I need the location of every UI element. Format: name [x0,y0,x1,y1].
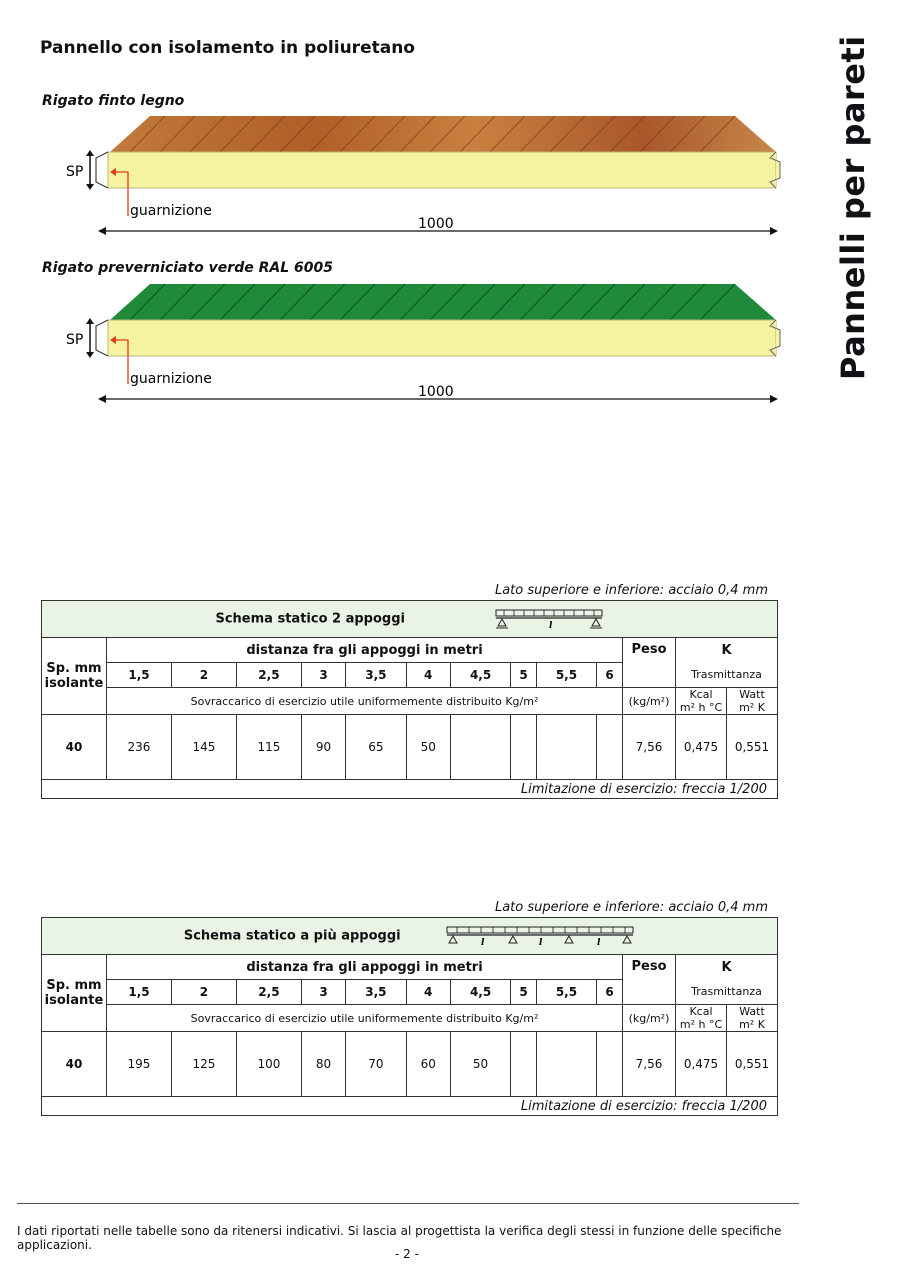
panel-diagram-green [0,278,800,408]
watt-header: Watt m² K [727,1005,778,1032]
load-header: Sovraccarico di esercizio utile uniformemente distribuito Kg/m² [107,1005,623,1032]
footer-divider [17,1203,799,1204]
value-cell: 125 [171,1032,236,1097]
k-header: K [676,955,778,980]
distance-cell: 5,5 [536,663,596,688]
value-cell: 236 [107,715,172,780]
kcal-header: Kcal m² h °C [676,1005,727,1032]
value-cell [511,1032,536,1097]
material-note: Lato superiore e inferiore: acciaio 0,4 mm [494,900,768,915]
value-cell [511,715,536,780]
schema-header [42,918,778,955]
svg-text:l: l [597,938,601,948]
value-cell: 50 [450,1032,510,1097]
svg-text:l: l [481,938,485,948]
load-header: Sovraccarico di esercizio utile uniformemente distribuito Kg/m² [107,688,623,715]
value-cell: 100 [236,1032,301,1097]
limit-note: Limitazione di esercizio: freccia 1/200 [42,1097,778,1116]
svg-text:l: l [539,938,543,948]
distance-cell: 3 [301,663,345,688]
distance-cell: 3,5 [346,980,406,1005]
panel-core [108,320,776,356]
distance-cell: 4 [406,663,450,688]
distance-cell: 5 [511,663,536,688]
peso-cell: 7,56 [623,1032,676,1097]
thickness-cell: 40 [42,715,107,780]
panel-top-surface [110,284,776,320]
distance-cell: 6 [597,980,623,1005]
value-cell: 195 [107,1032,172,1097]
watt-cell: 0,551 [727,1032,778,1097]
value-cell: 90 [301,715,345,780]
thickness-header: Sp. mm isolante [42,955,107,1032]
k-sub: Trasmittanza [676,980,778,1005]
distance-header: distanza fra gli appoggi in metri [107,955,623,980]
beam-icon [494,607,604,631]
value-cell: 50 [406,715,450,780]
distance-cell: 2,5 [236,663,301,688]
distance-cell: 4,5 [450,980,510,1005]
value-cell: 70 [346,1032,406,1097]
peso-cell: 7,56 [623,715,676,780]
page-title: Pannello con isolamento in poliuretano [40,38,415,58]
peso-unit: (kg/m²) [623,688,676,715]
distance-cell: 3 [301,980,345,1005]
sp-label: SP [66,332,84,348]
limit-note: Limitazione di esercizio: freccia 1/200 [42,780,778,799]
gasket-label: guarnizione [130,371,212,387]
width-label: 1000 [418,216,454,232]
value-cell: 80 [301,1032,345,1097]
value-cell [536,715,596,780]
watt-header: Watt m² K [727,688,778,715]
value-cell [597,1032,623,1097]
distance-cell: 5 [511,980,536,1005]
schema-header [42,601,778,638]
distance-cell: 5,5 [536,980,596,1005]
distance-header: distanza fra gli appoggi in metri [107,638,623,663]
gasket-label: guarnizione [130,203,212,219]
spec-table-multi-supports [41,917,778,1116]
width-label: 1000 [418,384,454,400]
peso-header: Peso [623,638,676,688]
table-row [42,715,778,780]
value-cell: 65 [346,715,406,780]
watt-cell: 0,551 [727,715,778,780]
distance-cell: 4 [406,980,450,1005]
thickness-header: Sp. mm isolante [42,638,107,715]
svg-text:l: l [548,621,552,631]
footer-note: I dati riportati nelle tabelle sono da ritenersi indicativi. Si lascia al progettista la verifica degli stessi in funzione delle specifiche applicazioni. [17,1224,782,1252]
schema-title: Schema statico 2 appoggi [215,611,405,627]
panel-title-green: Rigato preverniciato verde RAL 6005 [42,260,333,276]
distance-cell: 4,5 [450,663,510,688]
side-title: Pannelli per pareti [834,35,872,380]
thickness-cell: 40 [42,1032,107,1097]
distance-cell: 2 [171,980,236,1005]
spec-table-2-supports [41,600,778,799]
beam-icon [445,924,635,948]
panel-core [108,152,776,188]
value-cell: 145 [171,715,236,780]
table-row [42,1032,778,1097]
distance-cell: 2,5 [236,980,301,1005]
kcal-cell: 0,475 [676,715,727,780]
schema-title: Schema statico a più appoggi [183,928,401,944]
value-cell [597,715,623,780]
panel-top-surface [110,116,776,152]
panel-title-wood: Rigato finto legno [42,93,185,109]
sp-label: SP [66,164,84,180]
distance-cell: 1,5 [107,663,172,688]
material-note: Lato superiore e inferiore: acciaio 0,4 mm [494,583,768,598]
value-cell: 60 [406,1032,450,1097]
k-sub: Trasmittanza [676,663,778,688]
page-number: - 2 - [395,1247,419,1261]
value-cell [536,1032,596,1097]
k-header: K [676,638,778,663]
kcal-header: Kcal m² h °C [676,688,727,715]
value-cell [450,715,510,780]
value-cell: 115 [236,715,301,780]
distance-cell: 1,5 [107,980,172,1005]
peso-header: Peso [623,955,676,1005]
distance-cell: 6 [597,663,623,688]
distance-cell: 2 [171,663,236,688]
peso-unit: (kg/m²) [623,1005,676,1032]
panel-diagram-wood [0,110,800,240]
distance-cell: 3,5 [346,663,406,688]
kcal-cell: 0,475 [676,1032,727,1097]
